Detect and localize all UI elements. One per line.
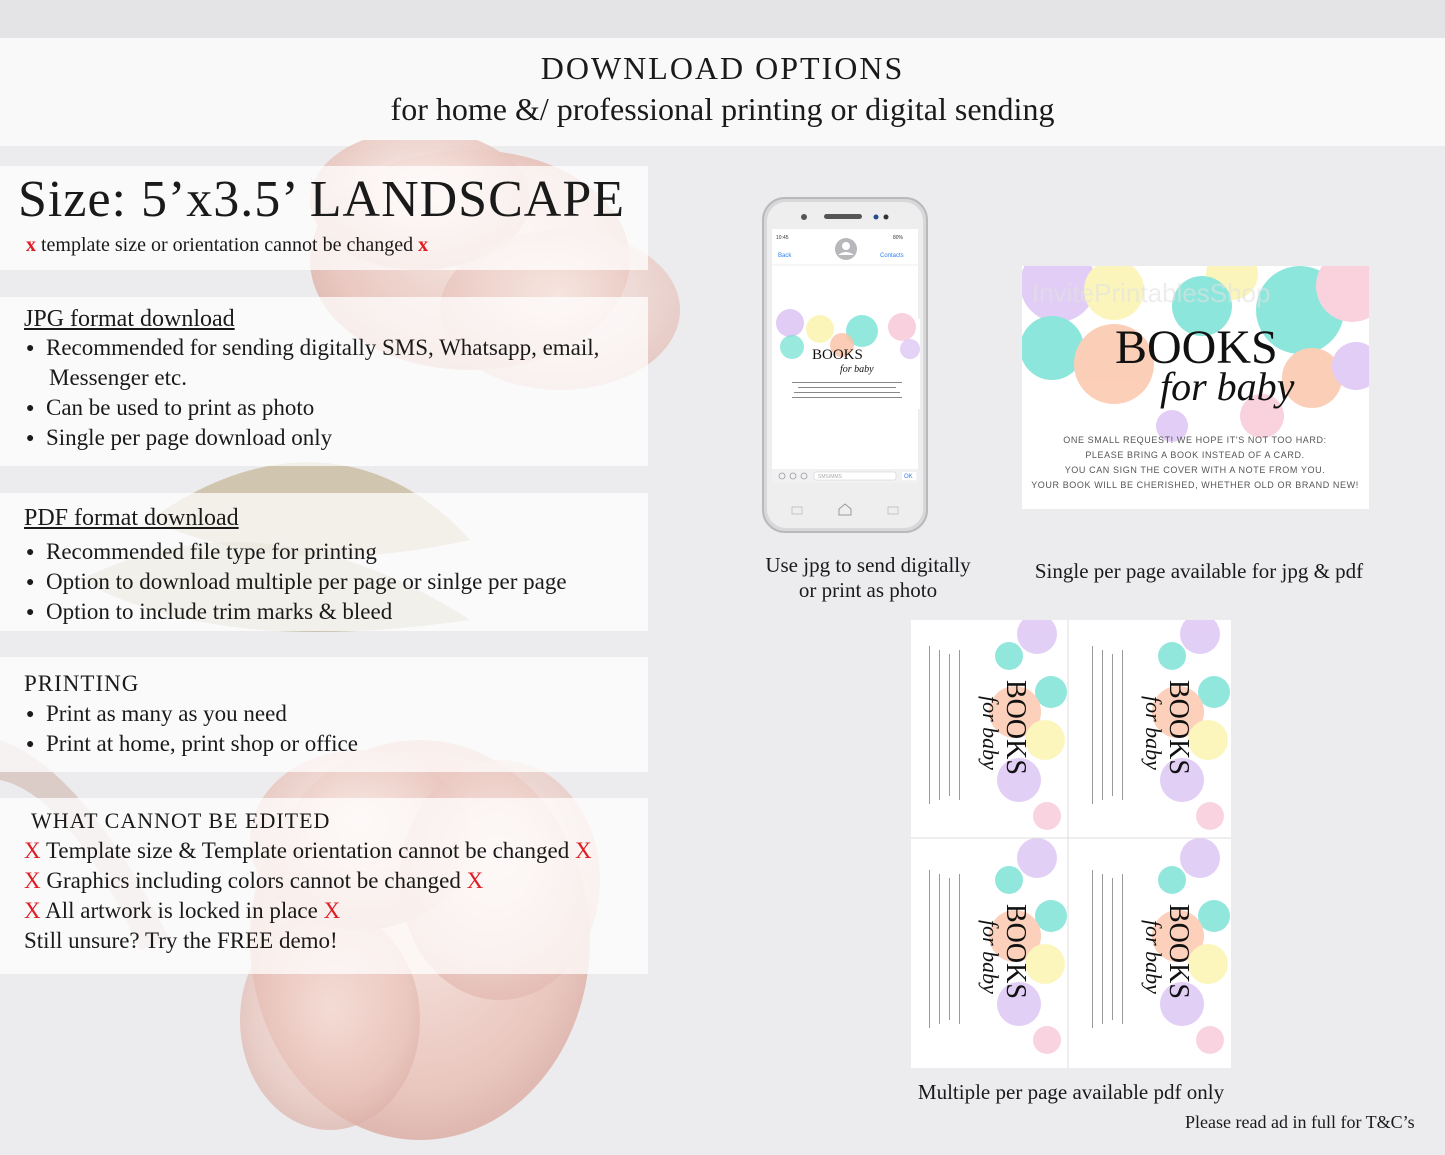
sms-placeholder: SMS/MMS bbox=[818, 474, 842, 480]
red-x-icon: X bbox=[574, 838, 592, 863]
edit-panel bbox=[0, 798, 648, 974]
bullet-icon: ● bbox=[26, 401, 35, 416]
mini-card-script: for baby bbox=[978, 696, 1003, 770]
single-card-caption: Single per page available for jpg & pdf bbox=[1034, 559, 1364, 583]
mini-card bbox=[911, 620, 1067, 830]
phone-caption: Use jpg to send digitally or print as photo bbox=[765, 553, 971, 602]
single-card-preview bbox=[1022, 266, 1369, 509]
mini-card-title: BOOKS bbox=[1000, 680, 1031, 775]
demo-text: Still unsure? Try the FREE demo! bbox=[24, 928, 338, 953]
page-title: DOWNLOAD OPTIONS bbox=[540, 50, 905, 86]
bullet-icon: ● bbox=[26, 737, 35, 752]
list-item: ● Print as many as you need bbox=[26, 701, 287, 726]
phone-time: 10:45 bbox=[776, 235, 789, 241]
bullet-icon: ● bbox=[26, 575, 35, 590]
list-item: ● Single per page download only bbox=[26, 425, 333, 450]
floral-background bbox=[0, 140, 760, 1155]
list-item: ● Can be used to print as photo bbox=[26, 395, 315, 420]
size-note bbox=[26, 234, 428, 257]
printing-panel bbox=[0, 657, 648, 772]
list-item: X All artwork is locked in place X bbox=[24, 898, 341, 923]
card-line: YOU CAN SIGN THE COVER WITH A NOTE FROM YOU. bbox=[1064, 465, 1326, 475]
list-item: X Template size & Template orientation cannot be changed X bbox=[24, 838, 592, 863]
jpg-panel bbox=[0, 297, 648, 466]
pdf-panel bbox=[0, 493, 648, 631]
edit-title: WHAT CANNOT BE EDITED bbox=[31, 808, 331, 833]
card-watermark: InvitePrintablesShop bbox=[1032, 278, 1271, 308]
multi-card-preview bbox=[911, 620, 1231, 1068]
size-panel bbox=[0, 166, 648, 270]
svg-text:OK: OK bbox=[904, 474, 913, 480]
card-line: ONE SMALL REQUEST! WE HOPE IT'S NOT TOO HARD: bbox=[1063, 435, 1327, 445]
contacts-link[interactable]: Contacts bbox=[880, 253, 904, 259]
list-item: ● Option to include trim marks & bleed bbox=[26, 599, 393, 624]
list-item: ● Option to download multiple per page or sinlge per page bbox=[26, 569, 567, 594]
top-strip bbox=[0, 0, 1445, 38]
list-item-continuation: Messenger etc. bbox=[49, 365, 187, 390]
list-item: X Graphics including colors cannot be changed X bbox=[24, 868, 484, 893]
card-line: PLEASE BRING A BOOK INSTEAD OF A CARD. bbox=[1085, 450, 1305, 460]
list-item: ● Print at home, print shop or office bbox=[26, 731, 358, 756]
footnote: Please read ad in full for T&C’s bbox=[1185, 1112, 1415, 1132]
phone-card-preview bbox=[774, 309, 920, 409]
red-x-icon: X bbox=[24, 898, 41, 923]
bullet-icon: ● bbox=[26, 545, 35, 560]
jpg-title: JPG format download bbox=[24, 306, 235, 332]
phone-mockup bbox=[762, 197, 928, 533]
bullet-icon: ● bbox=[26, 605, 35, 620]
size-note-text: template size or orientation cannot be changed bbox=[41, 234, 414, 256]
red-x-icon: X bbox=[323, 898, 341, 923]
phone-card-script: for baby bbox=[840, 364, 874, 375]
red-x-icon: X bbox=[466, 868, 484, 893]
red-x-icon: x bbox=[418, 234, 429, 256]
red-x-icon: X bbox=[24, 838, 41, 863]
size-title: Size: 5’x3.5’ LANDSCAPE bbox=[18, 171, 626, 228]
card-line: YOUR BOOK WILL BE CHERISHED, WHETHER OLD OR BRAND NEW! bbox=[1031, 480, 1359, 490]
bullet-icon: ● bbox=[26, 341, 35, 356]
card-title: BOOKS bbox=[1115, 321, 1278, 374]
red-x-icon: x bbox=[26, 234, 36, 256]
page-header bbox=[0, 38, 1445, 146]
printing-title: PRINTING bbox=[24, 671, 140, 696]
phone-card-title: BOOKS bbox=[812, 347, 863, 363]
bullet-icon: ● bbox=[26, 707, 35, 722]
page-subtitle: for home &/ professional printing or digital sending bbox=[390, 91, 1055, 127]
red-x-icon: X bbox=[24, 868, 41, 893]
pdf-title: PDF format download bbox=[24, 505, 239, 531]
back-link[interactable]: Back bbox=[778, 253, 792, 259]
phone-battery: 80% bbox=[893, 235, 904, 241]
list-item: ● Recommended file type for printing bbox=[26, 539, 377, 564]
card-script: for baby bbox=[1160, 364, 1295, 409]
list-item: ● Recommended for sending digitally SMS, Whatsapp, email, bbox=[26, 335, 600, 360]
multi-card-caption: Multiple per page available pdf only bbox=[917, 1080, 1225, 1104]
bullet-icon: ● bbox=[26, 431, 35, 446]
